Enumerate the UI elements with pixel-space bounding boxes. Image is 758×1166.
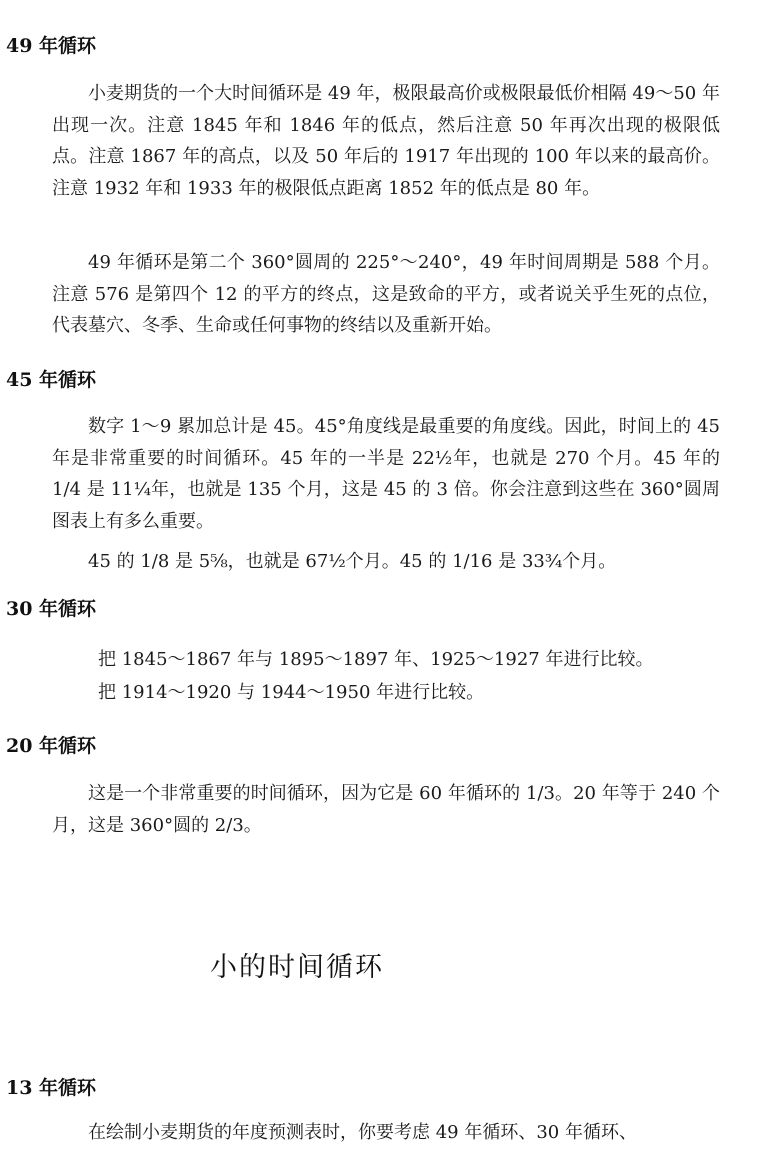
paragraph-30-year-cycle-1: 把 1845～1867 年与 1895～1897 年、1925～1927 年进行比较。 [98,649,654,670]
paragraph-45-year-cycle-1: 数字 1～9 累加总计是 45。45°角度线是最重要的角度线。因此，时间上的 45 年是非常重要的时间循环。45 年的一半是 22½年，也就是 270 个月。45 年的 1/4 是 11¼年，也就是 135 个月，这是 45 的 3 倍。你会注意到这些在 360°圆周图表上有多么重要。 [52,416,720,532]
paragraph-45-year-cycle-2: 45 的 1/8 是 5⅝，也就是 67½个月。45 的 1/16 是 33¾个月。 [88,551,617,572]
section-heading-30-year-cycle: 30 年循环 [6,598,97,620]
paragraph-20-year-cycle-1: 这是一个非常重要的时间循环，因为它是 60 年循环的 1/3。20 年等于 240 个月，这是 360°圆的 2/3。 [52,783,720,836]
section-heading-49-year-cycle: 49 年循环 [6,35,97,57]
paragraph-49-year-cycle-2: 49 年循环是第二个 360°圆周的 225°～240°，49 年时间周期是 588 个月。注意 576 是第四个 12 的平方的终点，这是致命的平方，或者说关乎生死的点位，代表墓穴、冬季、生命或任何事物的终结以及重新开始。 [52,252,720,336]
chapter-title: 小的时间循环 [210,952,384,983]
paragraph-49-year-cycle-1: 小麦期货的一个大时间循环是 49 年，极限最高价或极限最低价相隔 49～50 年出现一次。注意 1845 年和 1846 年的低点，然后注意 50 年再次出现的极限低点。注意 1867 年的高点，以及 50 年后的 1917 年出现的 100 年以来的最高价。注意 1932 年和 1933 年的极限低点距离 1852 年的低点是 80 年。 [52,83,720,199]
section-heading-20-year-cycle: 20 年循环 [6,735,97,757]
paragraph-30-year-cycle-2: 把 1914～1920 与 1944～1950 年进行比较。 [98,682,485,703]
section-heading-45-year-cycle: 45 年循环 [6,369,97,391]
section-heading-13-year-cycle: 13 年循环 [6,1077,97,1099]
paragraph-13-year-cycle-1: 在绘制小麦期货的年度预测表时，你要考虑 49 年循环、30 年循环、 [88,1122,637,1143]
